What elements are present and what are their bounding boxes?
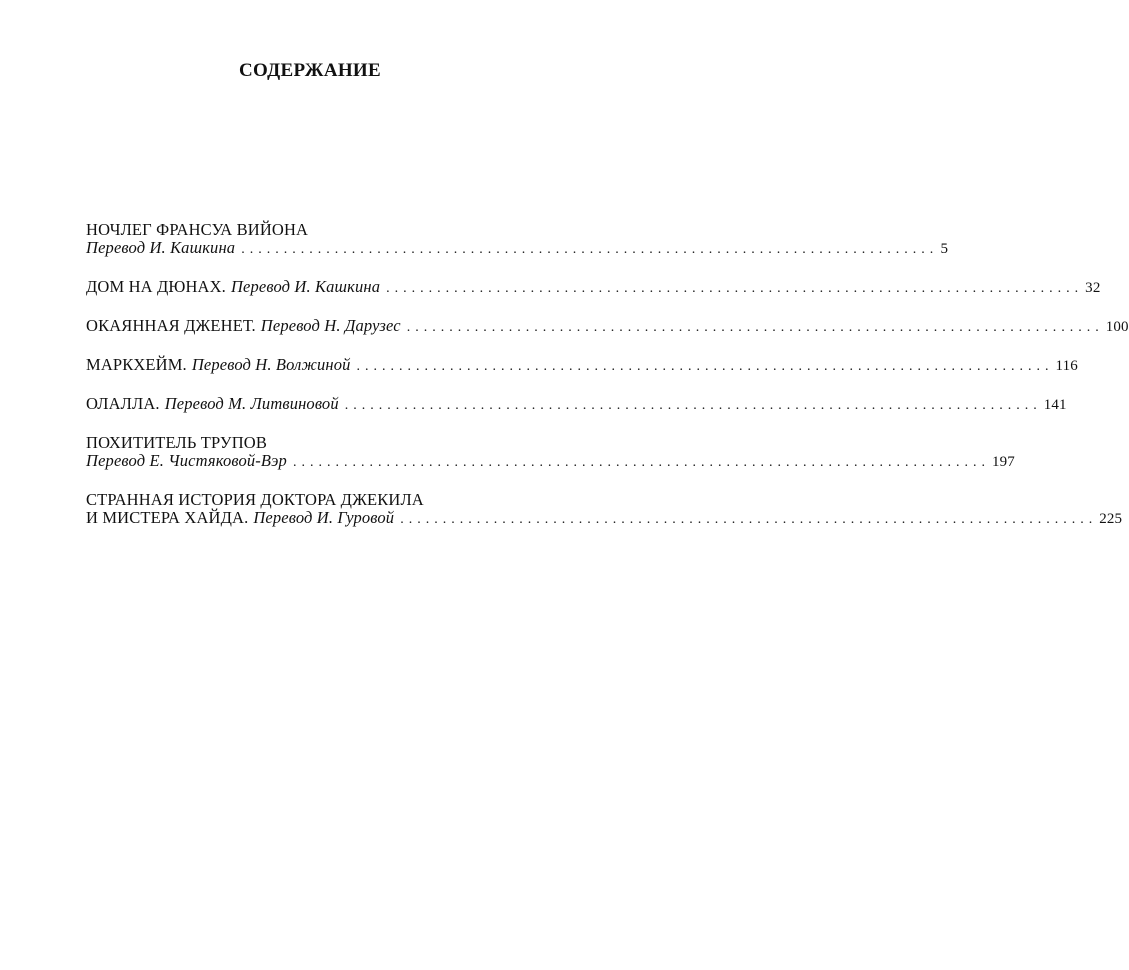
toc-entry-page-number: 197	[991, 454, 1015, 470]
toc-entry[interactable]	[86, 394, 1067, 415]
toc-entry-translator: Перевод И. Кашкина	[230, 277, 381, 296]
toc-entry-line	[86, 277, 1101, 298]
toc-entry[interactable]	[86, 220, 949, 259]
toc-entry-title-line	[86, 434, 541, 452]
dot-leader: ..................................................................................	[344, 398, 1042, 413]
toc-entry-translator: Перевод Н. Волжиной	[191, 355, 351, 374]
toc-entry-title-continued: И МИСТЕРА ХАЙДА.	[86, 508, 249, 527]
toc-entry-page-number: 32	[1085, 280, 1101, 296]
toc-entry-title: МАРКХЕЙМ.	[86, 355, 187, 374]
toc-entry-line	[86, 394, 1067, 415]
toc-entry-page-number: 116	[1055, 358, 1078, 374]
toc-entry-title: ДОМ НА ДЮНАХ.	[86, 277, 226, 296]
toc-entry-translator: Перевод Е. Чистяковой-Вэр	[86, 451, 287, 470]
toc-entry-title-line	[86, 508, 1123, 529]
toc-entry[interactable]	[86, 316, 1129, 337]
toc-entry-page-number: 225	[1099, 511, 1123, 527]
toc-entry-page-number: 141	[1043, 397, 1067, 413]
toc-entry-page-number: 100	[1105, 319, 1129, 335]
dot-leader: ..................................................................................	[356, 359, 1054, 374]
toc-entry-title-line	[86, 221, 541, 239]
toc-entry-translator-line	[86, 238, 949, 259]
toc-entry-translator-line	[86, 451, 1015, 472]
toc-entry[interactable]	[86, 355, 1078, 376]
toc-entry[interactable]	[86, 490, 1123, 529]
toc-entry[interactable]	[86, 277, 1101, 298]
dot-leader: ..................................................................................	[241, 242, 939, 257]
toc-entry-title: ОЛАЛЛА.	[86, 394, 160, 413]
dot-leader: ..................................................................................	[400, 512, 1098, 527]
toc-entry-title: ОКАЯННАЯ ДЖЕНЕТ.	[86, 316, 256, 335]
table-of-contents	[86, 220, 1129, 548]
toc-entry[interactable]	[86, 433, 1015, 472]
toc-entry-title: НОЧЛЕГ ФРАНСУА ВИЙОНА	[86, 220, 309, 239]
toc-entry-translator: Перевод И. Гуровой	[253, 508, 395, 527]
toc-entry-page-number: 5	[940, 241, 949, 257]
toc-entry-translator: Перевод М. Литвиновой	[164, 394, 339, 413]
toc-entry-title-line	[86, 491, 541, 509]
toc-entry-line	[86, 355, 1078, 376]
toc-entry-title: СТРАННАЯ ИСТОРИЯ ДОКТОРА ДЖЕКИЛА	[86, 490, 424, 509]
dot-leader: ..................................................................................	[406, 320, 1104, 335]
toc-entry-translator: Перевод Н. Дарузес	[260, 316, 401, 335]
toc-entry-line	[86, 316, 1129, 337]
toc-entry-title: ПОХИТИТЕЛЬ ТРУПОВ	[86, 433, 268, 452]
toc-entry-translator: Перевод И. Кашкина	[86, 238, 236, 257]
page-title: СОДЕРЖАНИЕ	[239, 60, 381, 81]
dot-leader: ..................................................................................	[386, 281, 1084, 296]
dot-leader: ..................................................................................	[292, 455, 990, 470]
